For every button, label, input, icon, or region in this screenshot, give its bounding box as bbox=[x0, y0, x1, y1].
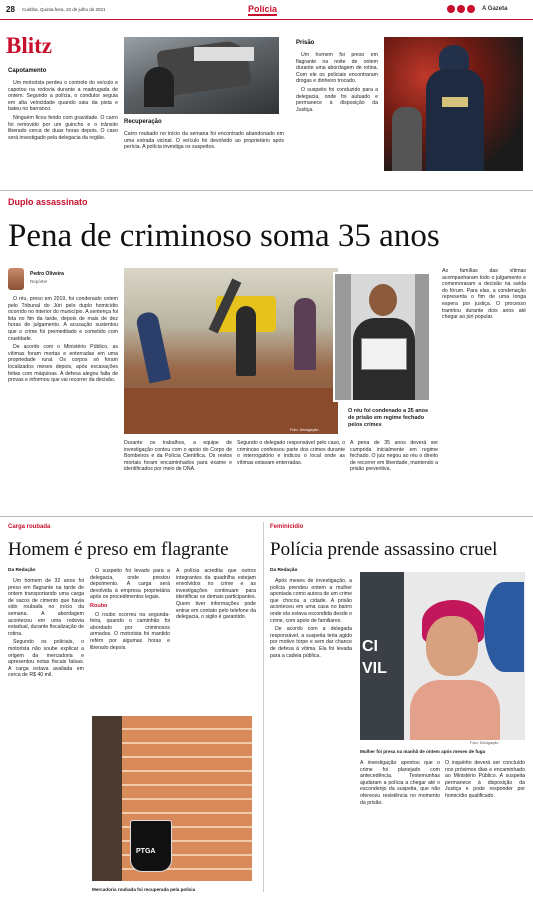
left-paragraph: O roubo ocorreu na segunda-feira, quando o caminhão foi abordado por criminosos armados. O motorista foi mantido refém por algumas horas e liberado depois. bbox=[90, 611, 170, 651]
facebook-icon bbox=[447, 5, 455, 13]
page-header bbox=[0, 0, 533, 20]
blitz-text-2 bbox=[296, 52, 378, 172]
author-role: Repórter bbox=[30, 279, 48, 284]
woman-photo-credit: Foto: Divulgação bbox=[470, 741, 499, 745]
blitz-paragraph: Um homem foi preso em flagrante na noite de ontem durante uma abordagem de rotina. Com ele os policiais encontraram drogas e dinheiro trocado. bbox=[296, 52, 378, 85]
blitz-text-1 bbox=[8, 80, 118, 180]
left-column-3: A polícia acredita que outros integrantes da quadrilha estejam envolvidos no crime e as investigações continuam para identificar os demais participantes. Quem tiver informações pode entrar em contato pelo telefone da delegacia, o sigilo é garantido. bbox=[176, 568, 256, 621]
blitz-photo-text: Carro roubado no início da semana foi encontrado abandonado em uma estrada vicinal. O veículo foi devolvido ao proprietário após perícia. A polícia investiga os suspeitos. bbox=[124, 131, 284, 151]
left-paragraph: Um homem de 32 anos foi preso em flagrante na tarde de ontem transportando uma carga de sacos de cimento que havia sido roubada no início da semana. A abordagem aconteceu em uma rodovia estadual, durante fiscalização de rotina. bbox=[8, 578, 84, 637]
main-column-3: Segundo o delegado responsável pelo caso, o criminoso confessou parte dos crimes durante o interrogatório e indicou o local onde as vítimas estavam enterradas. bbox=[237, 440, 345, 466]
blitz-subhead-1: Capotamento bbox=[8, 68, 47, 74]
blitz-title: Blitz bbox=[6, 33, 52, 58]
main-column-1 bbox=[8, 296, 118, 506]
social-icons bbox=[447, 5, 475, 13]
author-block bbox=[8, 268, 118, 292]
suspect-woman-photo bbox=[360, 572, 525, 740]
right-column-2: A investigação apontou que o crime foi planejado com antecedência. Testemunhas ajudaram a polícia a chegar até o esconderijo da suspeita, que não ofereceu resistência no momento da prisão. bbox=[360, 760, 440, 806]
main-kicker: Duplo assassinato bbox=[8, 197, 88, 207]
police-badge-label: PTGA bbox=[136, 848, 156, 855]
page-number: 28 bbox=[6, 5, 15, 14]
brand-name: A Gazeta bbox=[482, 6, 508, 12]
left-headline: Homem é preso em flagrante bbox=[8, 539, 229, 560]
left-subhead: Roubo bbox=[90, 602, 108, 609]
main-column-2: Durante os trabalhos, a equipe de investigação contou com o apoio do Corpo de Bombeiros e da Polícia Científica. Os restos mortais foram encaminhados para exame e identificados por meio de DNA. bbox=[124, 440, 232, 473]
left-byline: Da Redação bbox=[8, 568, 36, 573]
left-kicker: Carga roubada bbox=[8, 524, 51, 530]
main-paragraph: O réu, preso em 2019, foi condenado ontem pelo Tribunal do Júri pelo duplo homicídio ocorrido no interior do município. A sentença foi lida no fim da tarde, depois de mais de dez horas de julgamento. A acusação sustentou que o crime foi premeditado e cometido com crueldade. bbox=[8, 296, 118, 342]
police-sign-text: CI VIL bbox=[362, 638, 387, 677]
excavation-photo-credit: Foto: Divulgação bbox=[290, 428, 319, 432]
main-paragraph: De acordo com o Ministério Público, as vítimas foram mortas e enterradas em uma propriedade rural. Os corpos só foram localizados meses depois, após escavações feitas com máquinas. A defesa alegou falta de provas e informou que vai recorrer da decisão. bbox=[8, 344, 118, 384]
blitz-paragraph: Um motorista perdeu o controle do veículo e capotou na rodovia durante a madrugada de ontem. Segundo a polícia, o condutor seguia em alta velocidade quando saiu da pista e bateu no barranco. bbox=[8, 80, 118, 113]
blitz-paragraph: Ninguém ficou ferido com gravidade. O carro foi removido por um guincho e o trânsito liberado cerca de duas horas depois. O caso será investigado pela delegacia da região. bbox=[8, 114, 118, 141]
twitter-icon bbox=[457, 5, 465, 13]
portrait-caption: O réu foi condenado a 35 anos de prisão em regime fechado pelos crimes bbox=[348, 408, 429, 428]
header-rule bbox=[0, 19, 533, 20]
section-divider bbox=[0, 190, 533, 191]
instagram-icon bbox=[467, 5, 475, 13]
right-paragraph: De acordo com a delegada responsável, a suspeita teria agido por motivo torpe e sem dar chance de defesa à vítima. Ela foi levada para a cadeia pública. bbox=[270, 626, 352, 659]
author-avatar bbox=[8, 268, 24, 290]
main-column-5: As famílias das vítimas acompanharam todo o julgamento e comemoraram a decisão na saída do fórum. Para elas, a condenação representa o fim de uma longa espera por justiça. O processo tramitou durante dois anos até chegar ao júri popular. bbox=[442, 268, 526, 321]
suspect-portrait bbox=[333, 272, 431, 402]
date-line: Curitiba, Quinta-feira, 22 de julho de 2021 bbox=[22, 7, 106, 12]
left-paragraph: Segundo os policiais, o motorista não soube explicar a origem da mercadoria e apresentou notas fiscais falsas. A carga estava avaliada em cerca de R$ 40 mil. bbox=[8, 639, 84, 679]
section-divider bbox=[0, 516, 533, 517]
main-column-4: A pena de 35 anos deverá ser cumprida inicialmente em regime fechado. O juiz negou ao réu o direito de recorrer em liberdade, mantendo a prisão preventiva. bbox=[350, 440, 438, 473]
right-byline: Da Redação bbox=[270, 568, 298, 573]
column-divider bbox=[263, 522, 264, 892]
main-headline: Pena de criminoso soma 35 anos bbox=[8, 218, 440, 254]
left-paragraph: O suspeito foi levado para a delegacia, onde prestou depoimento. A carga será devolvida à empresa proprietária após os procedimentos legais. bbox=[90, 568, 170, 601]
cement-bags-photo bbox=[92, 716, 252, 881]
left-column-1 bbox=[8, 578, 84, 890]
right-kicker: Feminicídio bbox=[270, 524, 304, 530]
left-column-2 bbox=[90, 568, 170, 708]
blitz-car-photo bbox=[124, 37, 279, 114]
blitz-paragraph: O suspeito foi conduzido para a delegacia, onde foi autuado e permanece à disposição da Justiça. bbox=[296, 86, 378, 113]
blitz-subhead-2: Prisão bbox=[296, 40, 315, 46]
blitz-police-photo bbox=[384, 37, 523, 171]
right-column-3: O inquérito deverá ser concluído nos próximos dias e encaminhado ao Ministério Público. A suspeita permanece à disposição da Justiça e pode responder por homicídio qualificado. bbox=[445, 760, 525, 799]
right-column-1 bbox=[270, 578, 352, 890]
excavation-photo bbox=[124, 268, 338, 434]
right-paragraph: Após meses de investigação, a polícia prendeu ontem a mulher apontada como autora de um crime que chocou a cidade. A prisão aconteceu em uma casa no bairro onde ela estava escondida desde o crime, com apoio de familiares. bbox=[270, 578, 352, 624]
author-name: Pedro Oliveira bbox=[30, 271, 64, 277]
blitz-photo-caption: Recuperação bbox=[124, 119, 162, 125]
section-title: Polícia bbox=[248, 4, 278, 14]
woman-photo-caption: Mulher foi presa na manhã de ontem após meses de fuga bbox=[360, 749, 486, 754]
right-headline: Polícia prende assassino cruel bbox=[270, 539, 498, 560]
cement-photo-caption: Mercadoria roubada foi recuperada pela polícia bbox=[92, 887, 196, 892]
